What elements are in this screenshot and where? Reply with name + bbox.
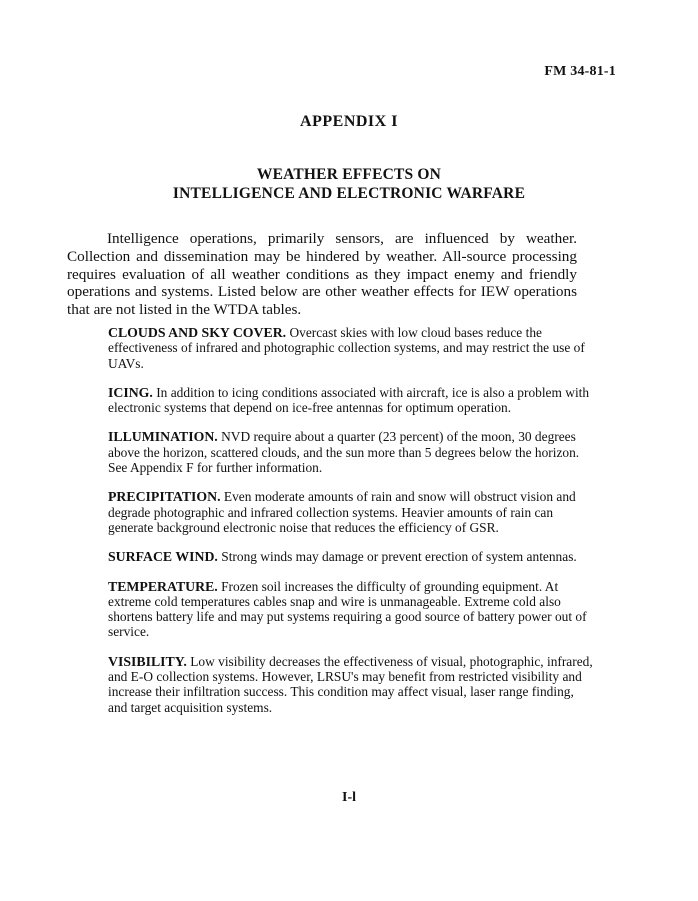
effect-term: TEMPERATURE. <box>108 578 218 594</box>
effect-text: Strong winds may damage or prevent erection of system antennas. <box>221 549 577 565</box>
appendix-label: APPENDIX I <box>300 113 398 130</box>
appendix-title-line-2: INTELLIGENCE AND ELECTRONIC WARFARE <box>172 185 526 202</box>
effect-text: Overcast skies with low cloud bases reduce the effectiveness of infrared and photographic collection systems, and may restrict the use of UAVs. <box>108 325 585 371</box>
effect-term: PRECIPITATION. <box>108 489 221 505</box>
effect-term: ILLUMINATION. <box>108 429 218 445</box>
appendix-title-line-1: WEATHER EFFECTS ON <box>256 166 442 183</box>
effect-surface-wind <box>108 549 593 564</box>
effect-precipitation <box>108 489 593 535</box>
effect-term: ICING. <box>108 384 153 400</box>
effect-term: CLOUDS AND SKY COVER. <box>108 325 287 340</box>
effect-clouds-and-sky-cover <box>108 325 593 371</box>
effect-text: Even moderate amounts of rain and snow will obstruct vision and degrade photographic and infrared collection systems. Heavier amounts of rain can generate background electronic noise that reduces the efficiency of GSR. <box>108 489 576 535</box>
effect-term: VISIBILITY. <box>108 653 187 669</box>
weather-effects-list <box>108 325 593 729</box>
appendix-title <box>0 165 698 203</box>
effect-icing <box>108 385 593 416</box>
effect-term: SURFACE WIND. <box>108 549 218 565</box>
effect-text: In addition to icing conditions associated with aircraft, ice is also a problem with electronic systems that depend on ice-free antennas for optimum operation. <box>108 384 590 416</box>
document-id: FM 34-81-1 <box>544 64 616 79</box>
effect-illumination <box>108 429 593 475</box>
effect-text: Low visibility decreases the effectiveness of visual, photographic, infrared, and E-O collection systems. However, LRSU's may benefit from restricted visibility and increase their infiltration success. This condition may affect visual, laser range finding, and target acquisition systems. <box>108 653 593 715</box>
intro-paragraph: Intelligence operations, primarily sensors, are influenced by weather. Collection and dissemination may be hindered by weather. All-source processing requires evaluation of all weather conditions as they impact enemy and friendly operations and systems. Listed below are other weather effects for IEW operations that are not listed in the WTDA tables. <box>67 230 577 319</box>
effect-text: NVD require about a quarter (23 percent) of the moon, 30 degrees above the horizon, scattered clouds, and the sun more than 5 degrees below the horizon. See Appendix F for further information. <box>108 429 580 476</box>
effect-visibility <box>108 654 593 715</box>
page-number: I-l <box>342 790 356 805</box>
effect-text: Frozen soil increases the difficulty of grounding equipment. At extreme cold temperatures cables snap and wire is unmanageable. Extreme cold also shortens battery life and may put systems requiring a good source of battery power out of service. <box>108 578 587 640</box>
effect-temperature <box>108 579 593 640</box>
